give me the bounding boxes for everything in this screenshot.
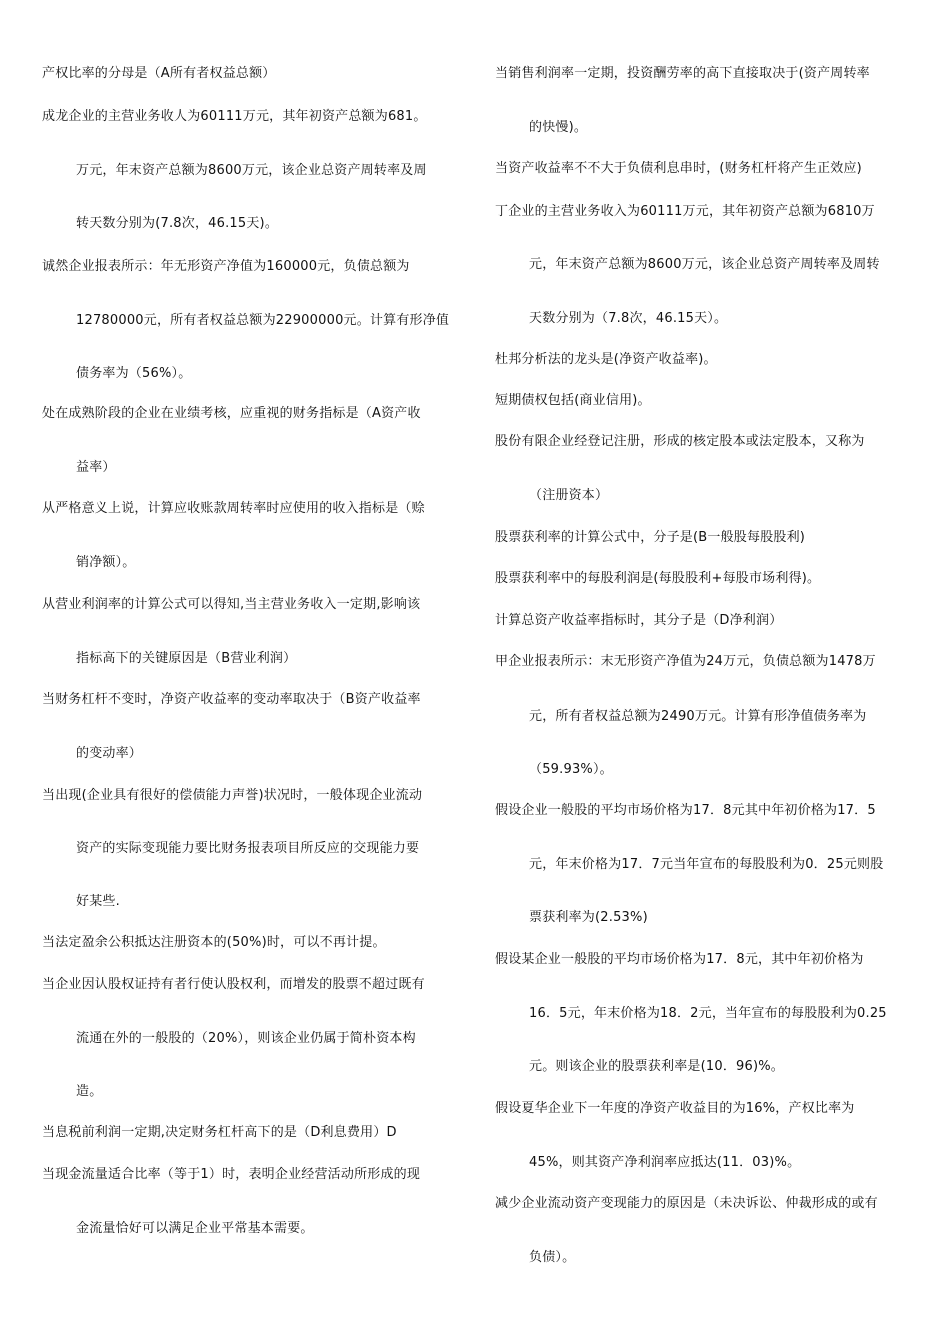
text-line: 当出现(企业具有很好的偿债能力声誉)状况时，一般体现企业流动: [42, 788, 423, 803]
text-line: 短期债权包括(商业信用)。: [495, 393, 651, 408]
text-line: 16．5元，年末价格为18．2元，当年宣布的每股股利为0.25: [529, 1006, 887, 1021]
text-line: 金流量恰好可以满足企业平常基本需要。: [76, 1221, 314, 1236]
text-line: 诚然企业报表所示：年无形资产净值为160000元，负债总额为: [42, 259, 410, 274]
text-line: 万元，年末资产总额为8600万元，该企业总资产周转率及周: [76, 163, 427, 178]
text-line: 元，年末资产总额为8600万元，该企业总资产周转率及周转: [529, 257, 880, 272]
text-line: 假设企业一般股的平均市场价格为17．8元其中年初价格为17．5: [495, 803, 876, 818]
text-line: 从营业利润率的计算公式可以得知,当主营业务收入一定期,影响该: [42, 597, 421, 612]
text-line: 计算总资产收益率指标时，其分子是（D净利润）: [495, 613, 783, 628]
text-line: 造。: [76, 1084, 103, 1099]
text-line: 从严格意义上说，计算应收账款周转率时应使用的收入指标是（赊: [42, 501, 425, 516]
text-line: 债务率为（56%）。: [76, 366, 192, 381]
text-line: 丁企业的主营业务收入为60111万元，其年初资产总额为6810万: [495, 204, 875, 219]
text-line: 当息税前利润一定期,决定财务杠杆高下的是（D利息费用）D: [42, 1125, 397, 1140]
text-line: 当现金流量适合比率（等于1）时，表明企业经营活动所形成的现: [42, 1167, 421, 1182]
text-line: （注册资本）: [529, 488, 609, 503]
text-line: 产权比率的分母是（A所有者权益总额）: [42, 66, 276, 81]
text-line: 负债）。: [529, 1250, 576, 1265]
text-line: 当财务杠杆不变时，净资产收益率的变动率取决于（B资产收益率: [42, 692, 421, 707]
text-line: 天数分别为（7.8次，46.15天）。: [529, 311, 728, 326]
text-line: （59.93%）。: [529, 762, 613, 777]
text-line: 元。则该企业的股票获利率是(10．96)%。: [529, 1059, 784, 1074]
text-line: 流通在外的一般股的（20%），则该企业仍属于简朴资本构: [76, 1031, 416, 1046]
text-line: 销净额）。: [76, 555, 136, 570]
text-line: 假设夏华企业下一年度的净资产收益目的为16%，产权比率为: [495, 1101, 855, 1116]
text-line: 指标高下的关键原因是（B营业利润）: [76, 651, 297, 666]
text-line: 资产的实际变现能力要比财务报表项目所反应的交现能力要: [76, 841, 420, 856]
text-line: 的快慢)。: [529, 120, 588, 135]
text-line: 45%，则其资产净利润率应抵达(11．03)%。: [529, 1155, 801, 1170]
text-line: 元，年末价格为17．7元当年宣布的每股股利为0．25元则股: [529, 857, 884, 872]
text-line: 减少企业流动资产变现能力的原因是（未决诉讼、仲裁形成的或有: [495, 1196, 878, 1211]
text-line: 股票获利率的计算公式中，分子是(B一般股每股股利): [495, 530, 806, 545]
text-line: 成龙企业的主营业务收人为60111万元，其年初资产总额为681。: [42, 109, 427, 124]
text-line: 股份有限企业经登记注册，形成的核定股本或法定股本，又称为: [495, 434, 865, 449]
text-line: 好某些.: [76, 894, 120, 909]
text-line: 元，所有者权益总额为2490万元。计算有形净值债务率为: [529, 709, 867, 724]
text-line: 股票获利率中的每股利润是(每股股利+每股市场利得)。: [495, 571, 821, 586]
text-line: 处在成熟阶段的企业在业绩考核，应重视的财务指标是（A资产收: [42, 406, 421, 421]
text-line: 的变动率）: [76, 746, 143, 761]
text-line: 当销售利润率一定期，投资酬劳率的高下直接取决于(资产周转率: [495, 66, 870, 81]
text-line: 甲企业报表所示：末无形资产净值为24万元，负债总额为1478万: [495, 654, 876, 669]
text-line: 12780000元，所有者权益总额为22900000元。计算有形净值: [76, 313, 450, 328]
text-line: 当资产收益率不不大于负债利息串时，(财务杠杆将产生正效应): [495, 161, 862, 176]
text-line: 益率）: [76, 460, 116, 475]
text-line: 票获利率为(2.53%): [529, 910, 648, 925]
text-line: 假设某企业一般股的平均市场价格为17．8元，其中年初价格为: [495, 952, 864, 967]
text-line: 杜邦分析法的龙头是(净资产收益率)。: [495, 352, 717, 367]
text-line: 当企业因认股权证持有者行使认股权利，而增发的股票不超过既有: [42, 977, 425, 992]
text-line: 当法定盈余公积抵达注册资本的(50%)时，可以不再计提。: [42, 935, 386, 950]
text-line: 转天数分别为(7.8次，46.15天)。: [76, 216, 279, 231]
